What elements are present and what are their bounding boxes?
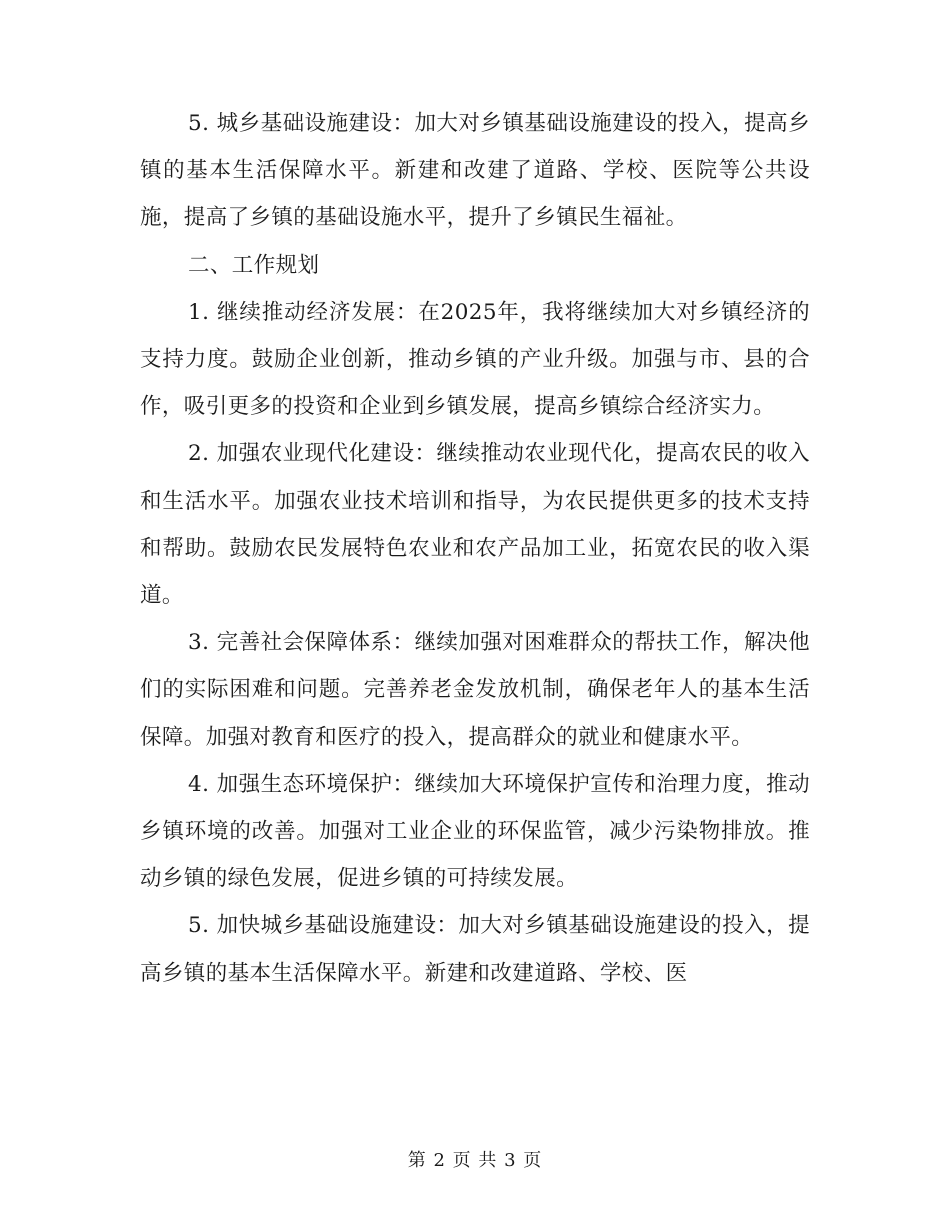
paragraph-agriculture-modernization: 2. 加强农业现代化建设：继续推动农业现代化，提高农民的收入和生活水平。加强农业技术培训和指导，为农民提供更多的技术支持和帮助。鼓励农民发展特色农业和农产品加工业，拓宽农民的收入渠道。	[140, 441, 810, 609]
paragraph-social-security: 3. 完善社会保障体系：继续加强对困难群众的帮扶工作，解决他们的实际困难和问题。完善养老金发放机制，确保老年人的基本生活保障。加强对教育和医疗的投入，提高群众的就业和健康水平。	[140, 630, 810, 750]
paragraph-economic-development: 1. 继续推动经济发展：在2025年，我将继续加大对乡镇经济的支持力度。鼓励企业创新，推动乡镇的产业升级。加强与市、县的合作，吸引更多的投资和企业到乡镇发展，提高乡镇综合经济实力。	[140, 299, 810, 420]
page-number-footer: 第 2 页 共 3 页	[407, 1150, 543, 1171]
paragraph-infrastructure-plan: 5. 加快城乡基础设施建设：加大对乡镇基础设施建设的投入，提高乡镇的基本生活保障水平。新建和改建道路、学校、医	[140, 913, 810, 986]
paragraph-infrastructure-summary: 5. 城乡基础设施建设：加大对乡镇基础设施建设的投入，提高乡镇的基本生活保障水平。新建和改建了道路、学校、医院等公共设施，提高了乡镇的基础设施水平，提升了乡镇民生福祉。	[140, 111, 810, 231]
document-body	[140, 100, 810, 997]
paragraph-ecological-protection: 4. 加强生态环境保护：继续加大环境保护宣传和治理力度，推动乡镇环境的改善。加强对工业企业的环保监管，减少污染物排放。推动乡镇的绿色发展，促进乡镇的可持续发展。	[140, 771, 810, 892]
section-heading-work-plan: 二、工作规划	[188, 252, 320, 278]
